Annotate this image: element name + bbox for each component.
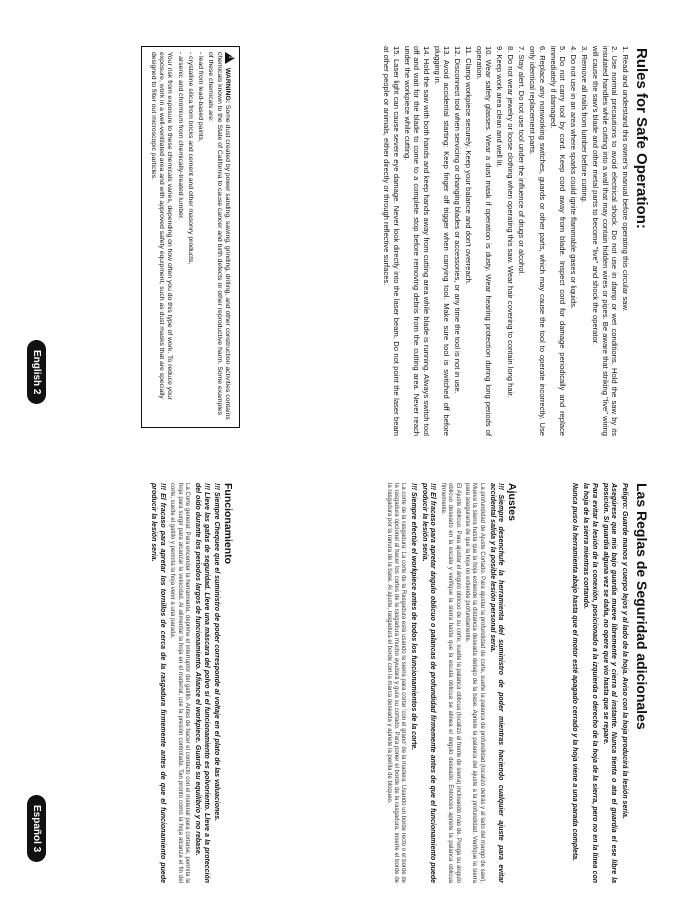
safety-rules-list [380, 46, 630, 436]
warning-closing: Your risk from exposure to these chemicals varies, depending on how often you do this type of work. To reduce your exposure, work in a well-ventilated area and with approved safety equipment, such as dust masks that are specially designed to filter out microscopic particles. [149, 52, 174, 400]
warning-item: - crystalline silica from bricks and cement and other masonry products, [186, 52, 194, 265]
ajustes-paragraph: La corte de la rasgadura: La corte de la Rasgadura está usando la sierra para cortar 'con el grano' de la madera. Usando un borde recto o el borde de la rasgadura opcional al hacer los cortes de la rasgadura mucho ayudará y guía su cortado. Para poner el borde de la rasgadura, inserte el borde de la rasgadura por la ranura de la base. Al ajuste, rasgadura el borde con la marca deseada y apriete la perilla de bloqueo. [385, 483, 407, 883]
ajustes-section [382, 483, 518, 883]
section-heading: Ajustes [506, 483, 518, 521]
rule-item: 7. Stay alert. Do not use tool under the influence of drugs or alcohol. [517, 46, 527, 276]
rule-item: 15. Laser light can cause severe eye damage. Never look directly into the laser beam. Do not point the laser beam at other people or animals, either directly or through reflective surfaces. [382, 46, 401, 436]
page-title: Las Reglas de Seguridad adicionales [634, 483, 650, 730]
page-number-badge: Español 3 [27, 795, 46, 862]
rule-item: 8. Do not wear jewelry or loose clothing when operating this saw. Wear hair covering to contain long hair. [506, 46, 516, 398]
ajustes-paragraph: !!! Siempre efectúe el workpiece antes de todos los funcionamientos de la corte. [410, 483, 418, 751]
rule-item: 5. Do not carry tool by cord. Keep cord away from blade. Inspect cord for damage periodically and replace immediately if damaged. [548, 46, 568, 436]
funcionamiento-paragraph: !!! Siempre Chequee que el suministro de poder corresponde al voltaje en el plato de las valuaciones. [213, 483, 221, 822]
spanish-page [0, 455, 696, 899]
rule-item: 2. Use normal precautions to avoid electrical shock. Do not use in damp or wet conditions. Hold the saw by its insulated handles while cutting into a wall that may contain hidden wires or pipes. Be aware that striking "live" wiring will cause the saw's blade and other metal parts to become "live" and shock the operator. [591, 46, 619, 436]
section-heading: Funcionamiento [222, 483, 234, 565]
rule-item: 14. Hold the saw with both hands and keep hands away from cutting area while blade is running. Always switch tool off and wait for the blade to come to a complete stop before removing debris from the cutting area. Never reach under the workpiece while cutting. [402, 46, 431, 436]
rule-item: 1. Read and understand this owner's manual before operating this circular saw. [621, 46, 630, 312]
ajustes-paragraph: La profundidad de Ajuste Cortado. Para ajustar la profundidad de corte, suelte la palanca de profundidad (localizó detrás y al lado del mango de saw). Mueva la sierra hasta que la hoja extiende la distancia deseada debajo de la base. Apriete la palanca del ajuste a la profundidad. Verifique la sierra para asegurarse de que la hoja no extiende profundamente. [464, 483, 485, 883]
rule-item: 12. Disconnect tool when servicing or changing blades or accessories, or any time the tool is not in use. [452, 46, 462, 394]
funcionamiento-section [147, 483, 234, 883]
ajustes-paragraph: El Ajuste oblicuo. Para ajustar el ángulo oblicuo de su corte, suelte la palanca oblicua (localizó al frente de sierra) inclinando más de. Ponga su ángulo oblicuo deseado en la escala y verifique la sierra hasta que la escala oblicua se alinea el ángulo deseado. Entonces apriete la palanca oblicua firmemente. [439, 483, 461, 883]
english-page [0, 0, 696, 440]
page-title: Rules for Safe Operation: [633, 48, 650, 229]
warning-item: - arsenic and chromium from chemically-treated lumber. [176, 52, 184, 220]
rule-item: 13. Avoid accidental starting: Keep finger off trigger when carrying tool. Make sure tool is switched off before plugging in. [432, 46, 451, 436]
funcionamiento-paragraph: !!! Lleve las gafas de seguridad. Lleve una máscara del polvo si el funcionamiento es polvoriento. Lleve a la protección del oído durante los periodos largos de funcionamiento. Afiance el workpiece. Guarde su equilibrio y no rebase. [193, 483, 210, 883]
intro-paragraph: Peligro: Guarde manos y cuerpo lejos y al lado de la hoja. Aviso con la hoja producirá la lesión seria. [621, 483, 628, 819]
intro-paragraph: Asegúrese que mis bajo guardia mueve libremente y cierra al instante. Nunca tienta o ata el guardia el ese libre la posición. Si guardia alguna vez se daña, no opere que vio hasta que se repare. [601, 483, 618, 883]
warning-text: Some dust created by power sanding, sawing, grinding, drilling, and other construction activities contains chemicals known to the State of California to cause cancer and birth defects or other reproductive harm. Some examples of these chemicals are: [207, 52, 231, 420]
warning-heading: WARNING: [224, 67, 231, 104]
warning-box [141, 46, 240, 428]
rule-item: 11. Clamp workpiece securely. Keep your balance and don't overreach. [463, 46, 473, 285]
rule-item: 4. Do not use in an area where sparks could ignite flammable gases or liquids. [569, 46, 579, 309]
rule-item: 9. Keep work area clean and well lit. [495, 46, 505, 168]
rule-item: 6. Replace any nonworking switches, guards or other parts, which may cause the tool to operate incorrectly. Use only identical replacement parts. [528, 46, 547, 436]
funcionamiento-paragraph: !!! El fracaso para apretar los tornillos de cerca de la rasgadura firmemente antes de que el funcionamiento puede producir la lesión seria. [150, 483, 166, 883]
ajustes-paragraph: !!! Siempre desenchufe la herramienta del suministro de poder mientras haciendo cualquier ajuste para evitar accidental salida y la posible lesión personal seria. [488, 483, 505, 883]
rule-item: 3. Remove all nails from lumber before cutting. [580, 46, 590, 204]
warning-item: - lead from lead-based paints, [197, 52, 205, 142]
funcionamiento-paragraph: La Corte general: Para encender la herramienta, deprime el interruptor del gatillo. Antes de hacer el contacto con el material para cortarse, permita la hoja para surgir para alcanzar la velocidad. Al alimentar la hoja en el material, use la presión controlada. Tan pronto como la hoja alcanza el fin del corte, suelte el gatillo y permita la hoja venir a una parada. [169, 483, 191, 883]
intro-paragraph: Para evitar la lesión de la conexión, posicionado a la izquierda o derecho de la hoja de la sierra, pero no en la línea con la hoja de la sierra mientras cortando. [582, 483, 598, 883]
page-number-badge: English 2 [27, 340, 46, 404]
intro-paragraph: Nunca puso la herramienta abajo hasta que el motor esté apagado cerrado y la hoja viene a una parada completa. [571, 483, 579, 862]
warning-icon [225, 52, 235, 64]
rule-item: 10. Wear safety glasses. Wear a dust mask if operation is dusty. Wear hearing protection during long periods of operation. [474, 46, 494, 436]
ajustes-paragraph: !!! El fracaso para apretar ángulo oblicuo o palancas de profundidad firmemente antes de que el funcionamiento puede producir la lesión seria. [420, 483, 437, 883]
intro-section [568, 483, 628, 883]
